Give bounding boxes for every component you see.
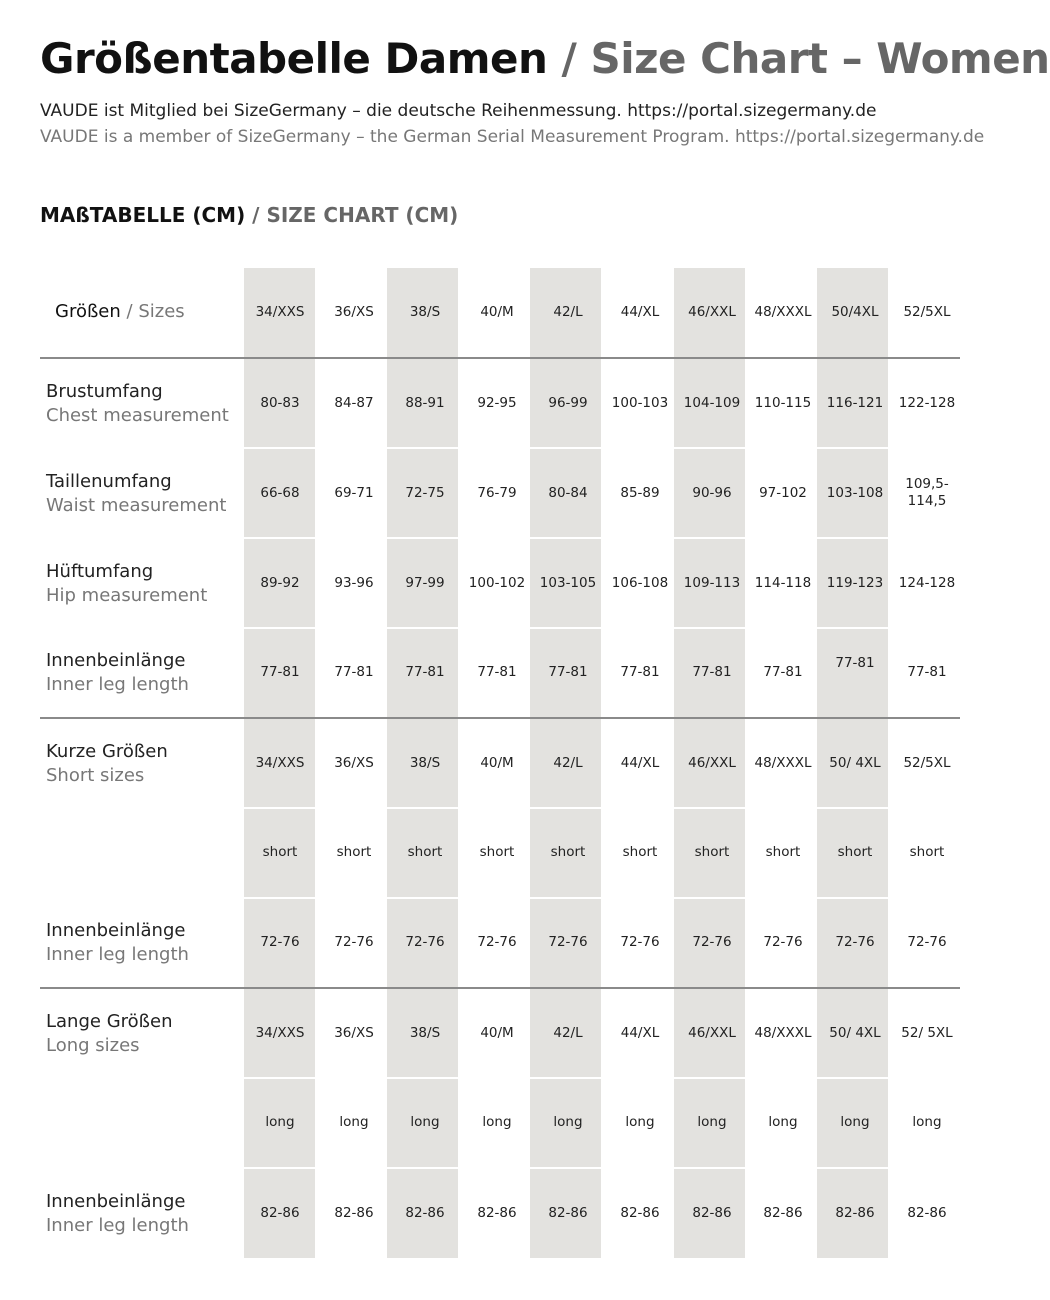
hip-value-cell: 109-113	[683, 575, 741, 591]
row-label-english: Waist measurement	[46, 495, 227, 516]
long-variant-cell: long	[265, 1114, 295, 1130]
row-divider	[244, 627, 960, 629]
long-inner-leg-cell: 82-86	[548, 1205, 588, 1221]
long-variant-cell: long	[697, 1114, 727, 1130]
size-header-cell: 36/XS	[334, 304, 374, 320]
inner-leg-value-cell: 77-81	[763, 664, 803, 680]
size-header-cell: 48/XXXL	[754, 304, 812, 320]
long-variant-cell: long	[410, 1114, 440, 1130]
inner-leg-value-cell: 77-81	[405, 664, 445, 680]
row-label-english: Inner leg length	[46, 944, 189, 965]
size-header-cell: 50/4XL	[831, 304, 879, 320]
chest-value-cell: 96-99	[548, 395, 588, 411]
section-rule-short	[40, 717, 960, 719]
row-label-long-sizes	[46, 1010, 172, 1058]
hip-value-cell: 97-99	[405, 575, 445, 591]
subtitle-english: VAUDE is a member of SizeGermany – the German Serial Measurement Program. https://portal.sizegermany.de	[40, 127, 985, 147]
size-header-cell: 34/XXS	[255, 304, 305, 320]
chest-value-cell: 92-95	[477, 395, 517, 411]
sizes-header-label	[55, 301, 185, 322]
row-label-hip	[46, 560, 207, 608]
row-divider	[244, 807, 960, 809]
row-label-english: Inner leg length	[46, 1215, 189, 1236]
long-inner-leg-cell: 82-86	[477, 1205, 517, 1221]
chest-value-cell: 110-115	[754, 395, 812, 411]
hip-value-cell: 100-102	[468, 575, 526, 591]
hip-value-cell: 106-108	[611, 575, 669, 591]
waist-value-cell: 97-102	[759, 485, 807, 501]
size-header-cell: 52/5XL	[903, 304, 951, 320]
chest-value-cell: 88-91	[405, 395, 445, 411]
long-inner-leg-cell: 82-86	[405, 1205, 445, 1221]
sizes-label-english: Sizes	[138, 301, 185, 322]
sizes-label-separator: /	[120, 301, 139, 322]
short-variant-cell: short	[909, 844, 945, 860]
short-size-cell: 40/M	[480, 755, 514, 771]
long-variant-cell: long	[339, 1114, 369, 1130]
short-size-cell: 38/S	[409, 755, 441, 771]
long-size-cell: 38/S	[409, 1025, 441, 1041]
waist-value-cell: 103-108	[826, 485, 884, 501]
size-header-cell: 42/L	[553, 304, 583, 320]
title-english: Size Chart – Women	[590, 34, 1050, 83]
row-divider	[244, 1167, 960, 1169]
long-size-cell: 52/ 5XL	[901, 1025, 953, 1041]
long-inner-leg-cell: 82-86	[692, 1205, 732, 1221]
long-size-cell: 42/L	[553, 1025, 583, 1041]
row-label-english: Short sizes	[46, 765, 145, 786]
page-title	[40, 34, 1050, 83]
hip-value-cell: 103-105	[539, 575, 597, 591]
long-variant-cell: long	[768, 1114, 798, 1130]
waist-value-cell: 72-75	[405, 485, 445, 501]
row-label-english: Hip measurement	[46, 585, 208, 606]
long-inner-leg-cell: 82-86	[763, 1205, 803, 1221]
waist-value-cell: 80-84	[548, 485, 588, 501]
chest-value-cell: 122-128	[898, 395, 956, 411]
short-inner-leg-cell: 72-76	[260, 934, 300, 950]
waist-value-cell: 76-79	[477, 485, 517, 501]
long-inner-leg-cell: 82-86	[260, 1205, 300, 1221]
row-label-long-inner-leg	[46, 1190, 189, 1238]
long-size-cell: 40/M	[480, 1025, 514, 1041]
row-label-short-inner-leg	[46, 919, 189, 967]
short-variant-cell: short	[479, 844, 515, 860]
short-inner-leg-cell: 72-76	[835, 934, 875, 950]
short-variant-cell: short	[407, 844, 443, 860]
waist-value-cell: 85-89	[620, 485, 660, 501]
row-label-english: Long sizes	[46, 1035, 140, 1056]
short-size-cell: 50/ 4XL	[829, 755, 881, 771]
long-variant-cell: long	[625, 1114, 655, 1130]
row-label-german: Lange Größen	[46, 1011, 173, 1032]
inner-leg-value-cell: 77-81	[835, 655, 875, 671]
waist-value-cell: 66-68	[260, 485, 300, 501]
short-variant-cell: short	[837, 844, 873, 860]
short-inner-leg-cell: 72-76	[405, 934, 445, 950]
short-inner-leg-cell: 72-76	[907, 934, 947, 950]
hip-value-cell: 89-92	[260, 575, 300, 591]
section-title-english: SIZE CHART (CM)	[266, 203, 459, 227]
sizes-label-german: Größen	[55, 301, 121, 322]
long-size-cell: 44/XL	[620, 1025, 660, 1041]
short-size-cell: 34/XXS	[255, 755, 305, 771]
inner-leg-value-cell: 77-81	[260, 664, 300, 680]
short-size-cell: 46/XXL	[688, 755, 736, 771]
title-separator: /	[547, 34, 591, 83]
section-title-separator: /	[245, 203, 267, 227]
short-variant-cell: short	[336, 844, 372, 860]
row-divider	[244, 897, 960, 899]
short-inner-leg-cell: 72-76	[620, 934, 660, 950]
row-label-german: Hüftumfang	[46, 561, 154, 582]
chest-value-cell: 100-103	[611, 395, 669, 411]
short-size-cell: 36/XS	[334, 755, 374, 771]
hip-value-cell: 93-96	[334, 575, 374, 591]
inner-leg-value-cell: 77-81	[548, 664, 588, 680]
long-variant-cell: long	[912, 1114, 942, 1130]
inner-leg-value-cell: 77-81	[692, 664, 732, 680]
short-variant-cell: short	[262, 844, 298, 860]
row-label-chest	[46, 380, 229, 428]
short-inner-leg-cell: 72-76	[477, 934, 517, 950]
section-rule-long	[40, 987, 960, 989]
header-rule	[40, 357, 960, 359]
row-label-english: Chest measurement	[46, 405, 229, 426]
short-variant-cell: short	[622, 844, 658, 860]
long-size-cell: 34/XXS	[255, 1025, 305, 1041]
row-divider	[244, 447, 960, 449]
short-variant-cell: short	[550, 844, 586, 860]
short-inner-leg-cell: 72-76	[334, 934, 374, 950]
long-inner-leg-cell: 82-86	[835, 1205, 875, 1221]
inner-leg-value-cell: 77-81	[477, 664, 517, 680]
short-size-cell: 52/5XL	[903, 755, 951, 771]
short-inner-leg-cell: 72-76	[763, 934, 803, 950]
row-label-german: Innenbeinlänge	[46, 1191, 186, 1212]
section-title-german: MAßTABELLE (CM)	[40, 203, 246, 227]
short-variant-cell: short	[765, 844, 801, 860]
hip-value-cell: 119-123	[826, 575, 884, 591]
size-header-cell: 38/S	[409, 304, 441, 320]
row-label-german: Kurze Größen	[46, 741, 168, 762]
row-label-german: Brustumfang	[46, 381, 163, 402]
row-divider	[244, 537, 960, 539]
chest-value-cell: 80-83	[260, 395, 300, 411]
size-header-cell: 44/XL	[620, 304, 660, 320]
short-variant-cell: short	[694, 844, 730, 860]
row-label-short-sizes	[46, 740, 168, 788]
short-size-cell: 44/XL	[620, 755, 660, 771]
waist-value-cell: 109,5-114,5	[905, 476, 949, 509]
row-label-german: Innenbeinlänge	[46, 920, 186, 941]
row-label-inner-leg	[46, 649, 189, 697]
long-variant-cell: long	[840, 1114, 870, 1130]
inner-leg-value-cell: 77-81	[907, 664, 947, 680]
long-variant-cell: long	[482, 1114, 512, 1130]
row-label-german: Innenbeinlänge	[46, 650, 186, 671]
chest-value-cell: 84-87	[334, 395, 374, 411]
hip-value-cell: 124-128	[898, 575, 956, 591]
long-inner-leg-cell: 82-86	[334, 1205, 374, 1221]
short-size-cell: 42/L	[553, 755, 583, 771]
long-size-cell: 50/ 4XL	[829, 1025, 881, 1041]
inner-leg-value-cell: 77-81	[334, 664, 374, 680]
chest-value-cell: 116-121	[826, 395, 884, 411]
long-variant-cell: long	[553, 1114, 583, 1130]
waist-value-cell: 90-96	[692, 485, 732, 501]
section-title	[40, 203, 458, 227]
size-header-cell: 46/XXL	[688, 304, 736, 320]
size-header-cell: 40/M	[480, 304, 514, 320]
inner-leg-value-cell: 77-81	[620, 664, 660, 680]
long-size-cell: 36/XS	[334, 1025, 374, 1041]
long-inner-leg-cell: 82-86	[620, 1205, 660, 1221]
title-german: Größentabelle Damen	[40, 34, 548, 83]
row-label-waist	[46, 470, 226, 518]
row-divider	[244, 1077, 960, 1079]
short-inner-leg-cell: 72-76	[548, 934, 588, 950]
long-size-cell: 46/XXL	[688, 1025, 736, 1041]
short-size-cell: 48/XXXL	[754, 755, 812, 771]
long-inner-leg-cell: 82-86	[907, 1205, 947, 1221]
row-label-english: Inner leg length	[46, 674, 189, 695]
waist-value-cell: 69-71	[334, 485, 374, 501]
chest-value-cell: 104-109	[683, 395, 741, 411]
row-label-german: Taillenumfang	[46, 471, 172, 492]
subtitle-german: VAUDE ist Mitglied bei SizeGermany – die deutsche Reihenmessung. https://portal.sizegermany.de	[40, 101, 877, 121]
hip-value-cell: 114-118	[754, 575, 812, 591]
long-size-cell: 48/XXXL	[754, 1025, 812, 1041]
short-inner-leg-cell: 72-76	[692, 934, 732, 950]
